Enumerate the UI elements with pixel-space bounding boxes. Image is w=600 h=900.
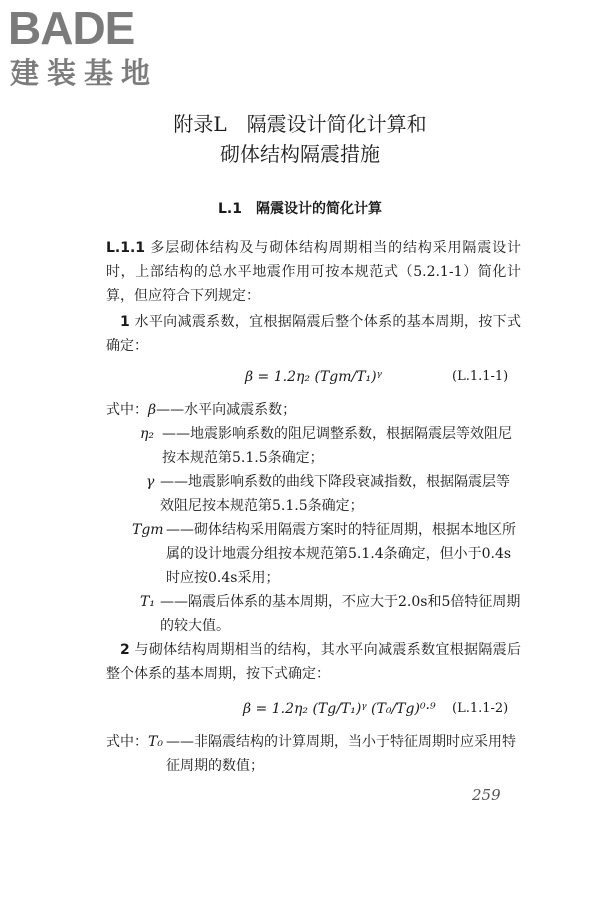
formula-2-number: (L.1.1-2) [452,701,509,716]
t0-symbol: T₀ [148,734,163,750]
formula-1-number: (L.1.1-1) [452,369,509,384]
bade-logo [8,4,183,96]
item2-number: 2 [120,642,130,658]
defs2-lead-text: 式中： [106,734,148,750]
clause-text: 多层砌体结构及与砌体结构周期相当的结构采用隔震设计时，上部结构的总水平地震作用可按本规范式（5.2.1-1）简化计算，但应符合下列规定： [106,240,521,304]
formula-2: β = 1.2η₂ (Tg/T₁)ᵞ (T₀/Tg)⁰·⁹ [243,701,436,717]
item2-text: 与砌体结构周期相当的结构，其水平向减震系数宜根据隔震后整个体系的基本周期，按下式确定： [106,642,522,682]
clause-paragraph [106,236,521,308]
appendix-title-line1: 附录L 隔震设计简化计算和 [173,112,427,136]
formula-1: β = 1.2η₂ (Tgm/T₁)ᵞ [245,369,382,385]
item1-paragraph [106,310,521,358]
defs2-lead [106,730,163,754]
logo-wordmark: BADE [8,2,135,54]
tgm-symbol: Tgm [132,522,164,538]
logo-chinese: 建装基地 [10,56,159,90]
eta-definition: ——地震影响系数的阻尼调整系数，根据隔震层等效阻尼按本规范第5.1.5条确定； [162,426,512,466]
defs1-lead [106,398,296,422]
item2-paragraph [106,638,521,686]
gamma-definition: ——地震影响系数的曲线下降段衰减指数，根据隔震层等效阻尼按本规范第5.1.5条确定； [160,474,510,514]
gamma-symbol: γ [146,474,155,490]
item1-number: 1 [120,314,130,330]
tgm-definition: ——砌体结构采用隔震方案时的特征周期，根据本地区所属的设计地震分组按本规范第5.1.4条确定，但小于0.4s时应按0.4s采用； [166,522,516,586]
beta-symbol: β [148,402,157,418]
clause-number: L.1.1 [106,240,146,256]
item1-text: 水平向减震系数，宜根据隔震后整个体系的基本周期，按下式确定： [106,314,522,354]
defs1-lead-text: 式中： [106,402,148,418]
t1-definition: ——隔震后体系的基本周期，不应大于2.0s和5倍特征周期的较大值。 [160,594,521,634]
appendix-title-line2: 砌体结构隔震措施 [220,142,380,166]
t1-symbol: T₁ [140,594,155,610]
section-heading: L.1 隔震设计的简化计算 [218,201,382,217]
eta-symbol: η₂ [140,426,154,442]
t0-definition: ——非隔震结构的计算周期，当小于特征周期时应采用特征周期的数值； [166,734,516,774]
beta-definition: ——水平向减震系数； [156,402,297,418]
page-number: 259 [472,786,501,804]
